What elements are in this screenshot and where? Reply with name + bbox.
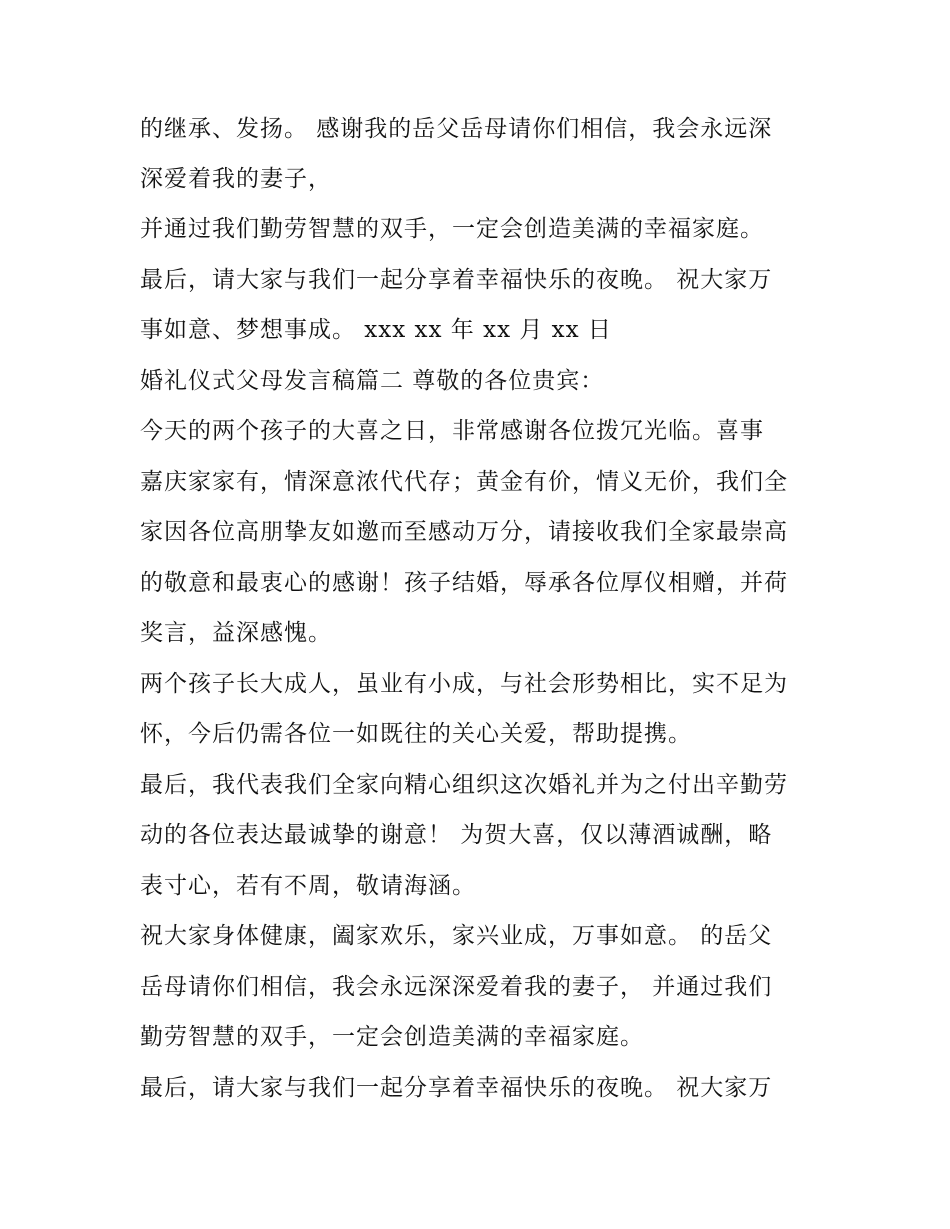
text-line: 怀，今后仍需各位一如既往的关心关爱，帮助提携。 — [140, 721, 692, 747]
text-line: 两个孩子长大成人，虽业有小成，与社会形势相比，实不足为 — [140, 671, 788, 697]
text-line: 的敬意和最衷心的感谢！孩子结婚，辱承各位厚仪相赠，并荷 — [140, 570, 788, 596]
text-line: 勤劳智慧的双手，一定会创造美满的幸福家庭。 — [140, 1024, 644, 1050]
text-line: 最后，请大家与我们一起分享着幸福快乐的夜晚。 祝大家万 — [140, 267, 773, 293]
text-line: 今天的两个孩子的大喜之日，非常感谢各位拨冗光临。喜事 — [140, 418, 764, 444]
text-line: 最后，请大家与我们一起分享着幸福快乐的夜晚。 祝大家万 — [140, 1075, 773, 1101]
text-line: 奖言，益深感愧。 — [140, 620, 332, 646]
text-line: 深爱着我的妻子， — [140, 166, 332, 192]
text-line: 岳母请你们相信，我会永远深深爱着我的妻子， 并通过我们 — [140, 974, 773, 1000]
text-line: 嘉庆家家有，情深意浓代代存；黄金有价，情义无价，我们全 — [140, 469, 788, 495]
text-line: 动的各位表达最诚挚的谢意！ 为贺大喜，仅以薄酒诚酬，略 — [140, 822, 773, 848]
text-line: 家因各位高朋挚友如邀而至感动万分，请接收我们全家最崇高 — [140, 519, 788, 545]
text-line: 婚礼仪式父母发言稿篇二 尊敬的各位贵宾： — [140, 368, 605, 394]
text-line: 的继承、发扬。 感谢我的岳父岳母请你们相信，我会永远深 — [140, 116, 773, 142]
text-line: 表寸心，若有不周，敬请海涵。 — [140, 873, 476, 899]
text-line: 最后，我代表我们全家向精心组织这次婚礼并为之付出辛勤劳 — [140, 772, 788, 798]
text-line: 并通过我们勤劳智慧的双手，一定会创造美满的幸福家庭。 — [140, 216, 764, 242]
text-line: 事如意、梦想事成。 xxx xx 年 xx 月 xx 日 — [140, 317, 612, 343]
text-line: 祝大家身体健康，阖家欢乐，家兴业成，万事如意。 的岳父 — [140, 923, 773, 949]
